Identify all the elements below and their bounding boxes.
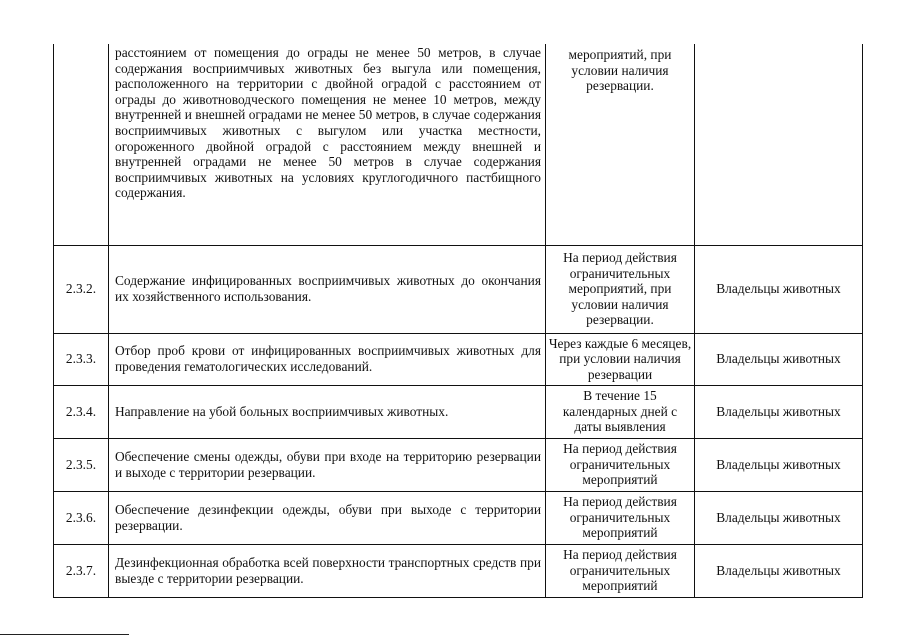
measure-description-cell: Содержание инфицированных восприимчивых животных до окончания их хозяйственного использования. (109, 245, 546, 333)
period-cell: На период действия ограничительных мероприятий (546, 491, 695, 544)
row-number-cell: 2.3.4. (54, 385, 109, 438)
table-row (54, 438, 863, 491)
table-row (54, 245, 863, 333)
table-row (54, 333, 863, 385)
table-row (54, 44, 863, 245)
responsible-cell: Владельцы животных (695, 438, 863, 491)
period-cell: На период действия ограничительных мероприятий (546, 544, 695, 597)
responsible-cell: Владельцы животных (695, 333, 863, 385)
row-number-cell: 2.3.3. (54, 333, 109, 385)
responsible-cell (695, 44, 863, 245)
measure-description-cell: Дезинфекционная обработка всей поверхности транспортных средств при выезде с территории резервации. (109, 544, 546, 597)
period-cell: мероприятий, при условии наличия резервации. (546, 44, 695, 245)
measure-description-cell: Обеспечение дезинфекции одежды, обуви при выходе с территории резервации. (109, 491, 546, 544)
measure-description-cell: Обеспечение смены одежды, обуви при входе на территорию резервации и выходе с территории резервации. (109, 438, 546, 491)
responsible-cell: Владельцы животных (695, 385, 863, 438)
row-number-cell: 2.3.6. (54, 491, 109, 544)
table-row (54, 385, 863, 438)
measure-description-cell: Направление на убой больных восприимчивых животных. (109, 385, 546, 438)
row-number-cell: 2.3.2. (54, 245, 109, 333)
measure-description-cell: расстоянием от помещения до ограды не менее 50 метров, в случае содержания восприимчивых животных без выгула или помещения, расположенного на территории с двойной оградой с расстоянием от ограды до животноводческого помещения не менее 10 метров, между внутренней и внешней оградами не менее 50 метров, в случае содержания восприимчивых животных с выгулом или участка местности, огороженного двойной оградой с расстоянием между внешней и внутренней оградами не менее 50 метров в случае содержания восприимчивых животных на условиях круглогодичного пастбищного содержания. (109, 44, 546, 245)
row-number-cell: 2.3.7. (54, 544, 109, 597)
responsible-cell: Владельцы животных (695, 491, 863, 544)
table-row (54, 544, 863, 597)
period-cell: На период действия ограничительных мероприятий, при условии наличия резервации. (546, 245, 695, 333)
footnote-separator-line (0, 634, 129, 635)
table-row (54, 491, 863, 544)
period-cell: В течение 15 календарных дней с даты выявления (546, 385, 695, 438)
row-number-cell: 2.3.5. (54, 438, 109, 491)
responsible-cell: Владельцы животных (695, 544, 863, 597)
responsible-cell: Владельцы животных (695, 245, 863, 333)
period-cell: Через каждые 6 месяцев, при условии наличия резервации (546, 333, 695, 385)
measures-table (53, 44, 863, 598)
measure-description-cell: Отбор проб крови от инфицированных восприимчивых животных для проведения гематологических исследований. (109, 333, 546, 385)
row-number-cell (54, 44, 109, 245)
period-cell: На период действия ограничительных мероприятий (546, 438, 695, 491)
